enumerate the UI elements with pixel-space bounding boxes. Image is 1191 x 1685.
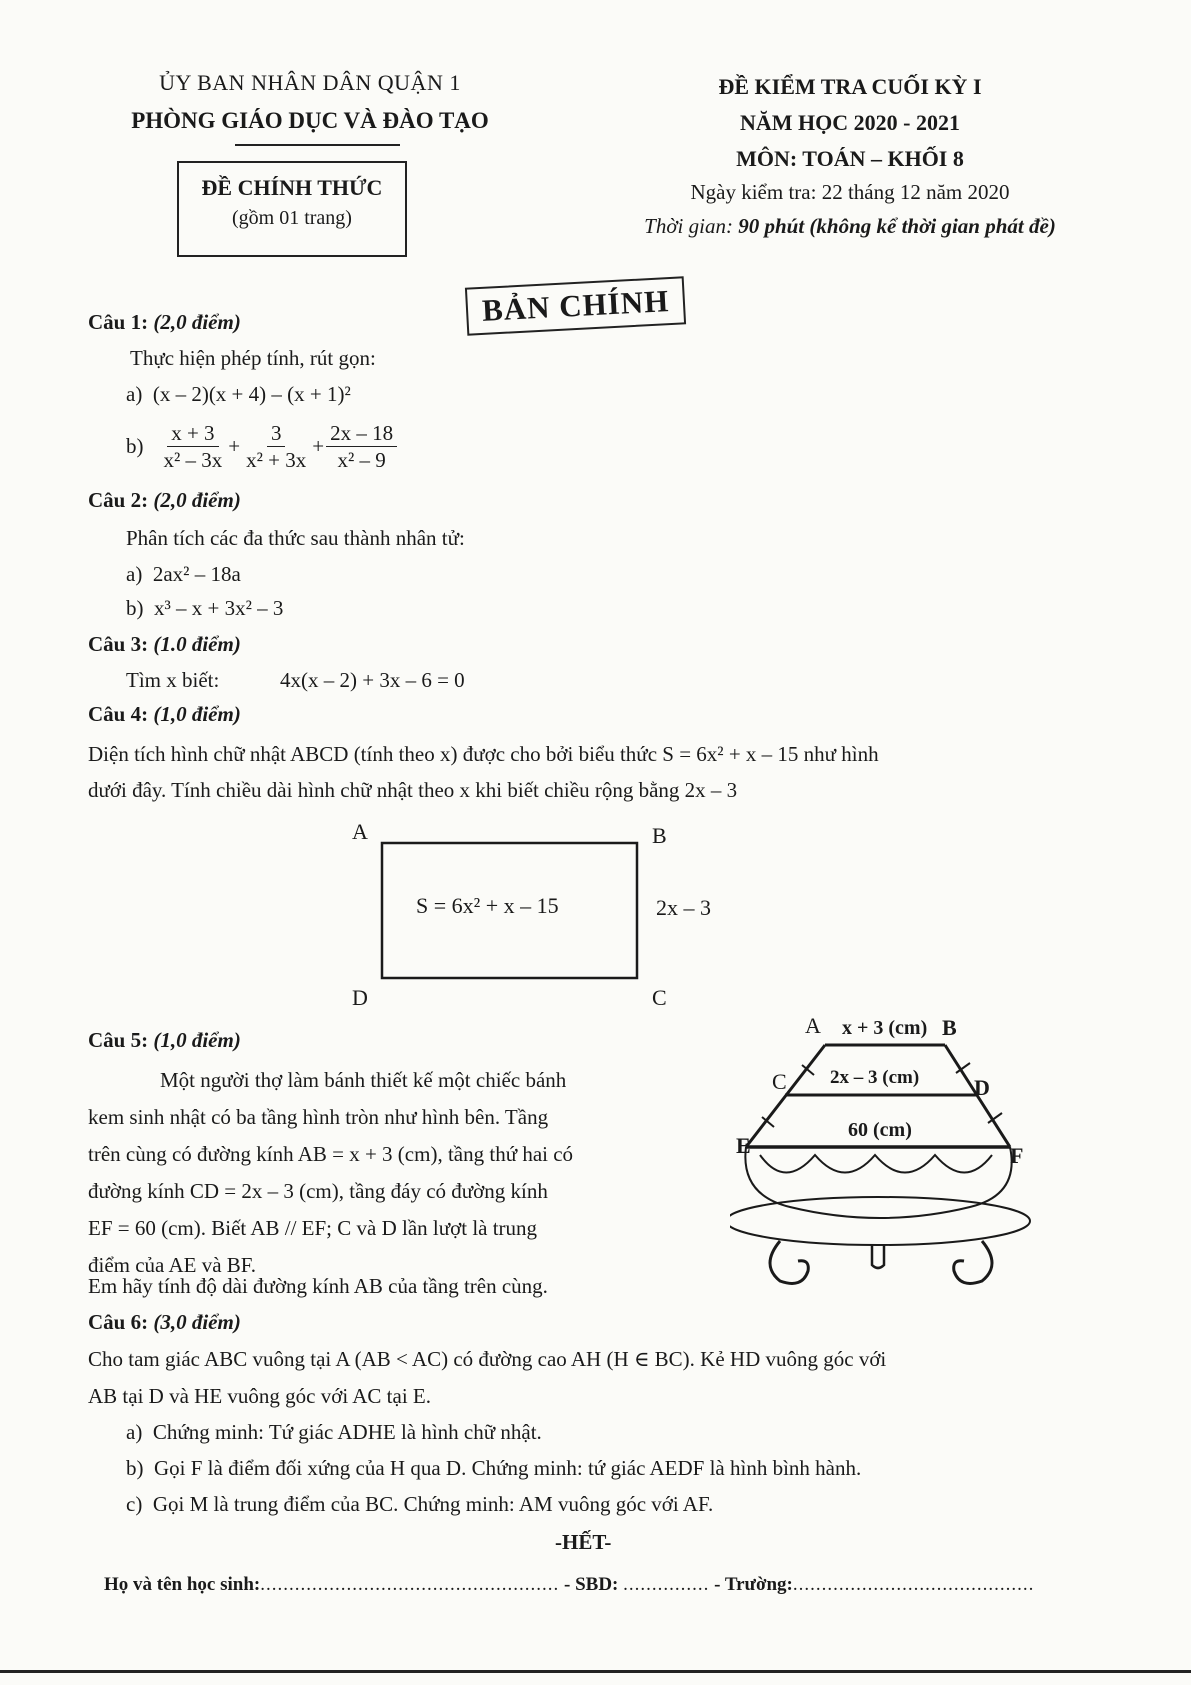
q3-equation: 4x(x – 2) + 3x – 6 = 0 [280,668,465,692]
exam-date: Ngày kiểm tra: 22 tháng 12 năm 2020 [690,180,1010,204]
subject: MÔN: TOÁN – KHỐI 8 [736,146,964,171]
fraction-1-numerator: x + 3 [167,420,218,447]
q1-a-label: a) [126,382,143,406]
q6-points: (3,0 điểm) [153,1310,241,1334]
q1-heading [88,310,241,335]
q5-points: (1,0 điểm) [153,1028,241,1052]
cake-vertex-c: C [772,1069,787,1094]
q1-prompt: Thực hiện phép tính, rút gọn: [130,346,376,370]
q3-title: Câu 3: [88,632,149,656]
fraction-2-numerator: 3 [267,420,286,447]
student-info-line [104,1574,1034,1596]
q2-a [126,562,241,587]
q5-task: Em hãy tính độ dài đường kính AB của tầng trên cùng. [88,1274,548,1298]
q5-line-1: Một người thợ làm bánh thiết kế một chiếc bánh [160,1068,567,1092]
q5-body [88,1062,678,1284]
q6-line-1: Cho tam giác ABC vuông tại A (AB < AC) có đường cao AH (H ∈ BC). Kẻ HD vuông góc với [88,1347,887,1371]
q1-b-fraction-2 [242,420,310,473]
q2-title: Câu 2: [88,488,149,512]
label-cd: 2x – 3 (cm) [830,1067,920,1088]
q5-line-6: điểm của AE và BF. [88,1253,257,1277]
end-marker: -HẾT- [555,1530,612,1554]
q1-points: (2,0 điểm) [153,310,241,334]
q1-b [126,420,399,473]
area-expression: S = 6x² + x – 15 [416,893,559,918]
q6-line-2: AB tại D và HE vuông góc với AC tại E. [88,1384,431,1408]
header-underline [235,144,400,146]
vertex-c: C [652,985,667,1010]
school-field[interactable]: .......................................... [792,1574,1035,1595]
page-bottom-border [0,1670,1191,1673]
official-label: ĐỀ CHÍNH THỨC [201,175,383,200]
sbd-label: - SBD: [564,1574,619,1595]
q2-a-expr: 2ax² – 18a [152,562,241,586]
label-ab: x + 3 (cm) [842,1017,928,1039]
page-count: (gồm 01 trang) [232,207,352,229]
rectangle-figure [330,815,730,1015]
q6-title: Câu 6: [88,1310,149,1334]
q4-line-1: Diện tích hình chữ nhật ABCD (tính theo x) được cho bởi biểu thức S = 6x² + x – 15 như hình [88,742,879,766]
time-value: 90 phút (không kể thời gian phát đề) [738,214,1056,238]
q6-a-text: Chứng minh: Tứ giác ADHE là hình chữ nhật. [152,1420,542,1444]
q4-heading [88,702,241,727]
q6-b-text: Gọi F là điểm đối xứng của H qua D. Chứng minh: tứ giác AEDF là hình bình hành. [154,1456,862,1480]
stand-leg-right [954,1241,992,1283]
q1-title: Câu 1: [88,310,149,334]
q5-line-2: kem sinh nhật có ba tầng hình tròn như hình bên. Tầng [88,1105,549,1129]
q3-points: (1.0 điểm) [153,632,241,656]
q6-c-text: Gọi M là trung điểm của BC. Chứng minh: AM vuông góc với AF. [152,1492,714,1516]
q4-points: (1,0 điểm) [153,702,241,726]
q1-b-fraction-1 [160,420,227,473]
time-label: Thời gian: [644,214,733,238]
cake-stand [730,1197,1030,1245]
q1-b-label: b) [126,434,144,458]
cake-vertex-e: E [736,1133,751,1158]
plus-sign: + [228,434,241,458]
q5-title: Câu 5: [88,1028,149,1052]
cake-vertex-a: A [805,1013,821,1038]
education-department: PHÒNG GIÁO DỤC VÀ ĐÀO TẠO [131,108,489,133]
sbd-field[interactable]: ............... [623,1574,710,1595]
cake-frosting [760,1155,992,1173]
plus-sign: + [312,434,325,458]
q5-line-4: đường kính CD = 2x – 3 (cm), tầng đáy có đường kính [88,1179,548,1203]
q6-heading [88,1310,241,1335]
q5-line-5: EF = 60 (cm). Biết AB // EF; C và D lần lượt là trung [88,1216,538,1240]
q2-points: (2,0 điểm) [153,488,241,512]
q6-a [126,1420,542,1445]
exam-title: ĐỀ KIỂM TRA CUỐI KỲ I [718,74,982,99]
q6-b [126,1456,861,1481]
q3-heading [88,632,241,657]
cake-figure [730,1005,1070,1295]
q4-title: Câu 4: [88,702,149,726]
fraction-3-denominator: x² – 9 [337,448,386,472]
q6-b-label: b) [126,1456,144,1480]
q6-c-label: c) [126,1492,143,1516]
vertex-a: A [352,819,368,844]
q1-a [126,382,351,407]
q5-heading [88,1028,241,1053]
q2-b-label: b) [126,596,144,620]
label-ef: 60 (cm) [848,1119,912,1141]
name-label: Họ và tên học sinh: [104,1574,261,1595]
q2-heading [88,488,241,513]
district-committee: ỦY BAN NHÂN DÂN QUẬN 1 [159,70,461,95]
q5-line-3: trên cùng có đường kính AB = x + 3 (cm), tầng thứ hai có [88,1142,574,1166]
exam-time [590,214,1110,239]
stand-leg-middle [872,1245,884,1268]
q2-b-expr: x³ – x + 3x² – 3 [154,596,284,620]
official-box [177,161,407,257]
stand-leg-left [770,1241,808,1283]
cake-vertex-d: D [974,1075,990,1100]
q2-prompt: Phân tích các đa thức sau thành nhân tử: [126,526,465,550]
original-stamp: BẢN CHÍNH [465,276,686,335]
q3-prompt: Tìm x biết: [126,668,220,692]
fraction-1-denominator: x² – 3x [163,448,223,472]
name-field[interactable]: .................................................... [260,1574,560,1595]
vertex-d: D [352,985,368,1010]
q4-line-2: dưới đây. Tính chiều dài hình chữ nhật theo x khi biết chiều rộng bằng 2x – 3 [88,778,738,802]
cake-vertex-f: F [1010,1143,1024,1168]
fraction-3-numerator: 2x – 18 [326,420,397,447]
q1-b-fraction-3 [326,420,397,473]
school-year: NĂM HỌC 2020 - 2021 [740,110,960,135]
cake-vertex-b: B [942,1015,957,1040]
q6-a-label: a) [126,1420,143,1444]
q2-a-label: a) [126,562,143,586]
vertex-b: B [652,823,667,848]
q6-c [126,1492,713,1517]
school-label: - Trường: [714,1574,793,1595]
width-expression: 2x – 3 [656,895,711,920]
q2-b [126,596,283,621]
fraction-2-denominator: x² + 3x [246,448,307,472]
q1-a-expr: (x – 2)(x + 4) – (x + 1)² [152,382,351,406]
